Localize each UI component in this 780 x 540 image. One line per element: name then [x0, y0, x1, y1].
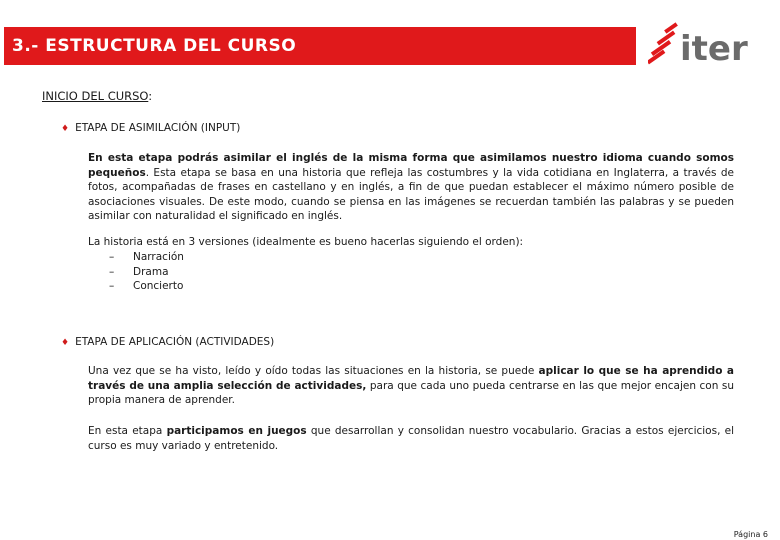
activities-paragraph-1: Una vez que se ha visto, leído y oído todas las situaciones en la historia, se puede aplicar lo que se ha aprendido a través de una amplia selección de actividades, para que cada uno pueda centrarse en las que mejor encajen con su propia manera de aprender.	[88, 365, 734, 406]
title-banner	[4, 27, 636, 65]
page-title: 3.- ESTRUCTURA DEL CURSO	[12, 36, 297, 56]
versions-intro: La historia está en 3 versiones (idealmente es bueno hacerlas siguiendo el orden):	[88, 236, 524, 248]
list-item: – Concierto	[109, 280, 184, 292]
section-heading-text: INICIO DEL CURSO	[42, 89, 149, 103]
input-stage-bold: En esta etapa podrás asimilar el inglés de la misma forma que asimilamos nuestro idioma cuando somos pequeños	[88, 152, 734, 179]
list-item: – Narración	[109, 251, 184, 263]
diamond-bullet-icon: ♦	[61, 338, 70, 348]
bullet-input-label: ETAPA DE ASIMILACIÓN (INPUT)	[75, 122, 241, 134]
bullet-activities-label: ETAPA DE APLICACIÓN (ACTIVIDADES)	[75, 336, 275, 348]
diamond-bullet-icon: ♦	[61, 124, 70, 134]
versions-list	[109, 250, 184, 294]
logo-swoosh-icon	[648, 22, 678, 64]
section-heading: INICIO DEL CURSO:	[42, 89, 153, 103]
logo-wordmark: iter	[680, 29, 748, 68]
activities-paragraph-2: En esta etapa participamos en juegos que desarrollan y consolidan nuestro vocabulario. Gracias a estos ejercicios, el curso es muy variado y entretenido.	[88, 425, 735, 452]
list-item: – Drama	[109, 265, 169, 278]
bullet-input-stage	[61, 122, 240, 134]
page-number: Página 6	[733, 530, 768, 539]
bullet-activities-stage	[61, 336, 274, 348]
iter-logo	[648, 20, 748, 68]
input-stage-paragraph: En esta etapa podrás asimilar el inglés de la misma forma que asimilamos nuestro idioma cuando somos pequeños. Esta etapa se basa en una historia que refleja las costumbres y la vida cotidiana en Inglaterra, a través de fotos, acompañadas de frases en castellano y en inglés, a fin de que puedan establecer el máximo número posible de asociaciones visuales. De este modo, cuando se piensa en las imágenes se recuerdan también las palabras y se pueden asimilar con naturalidad el significado en inglés.	[88, 152, 734, 222]
